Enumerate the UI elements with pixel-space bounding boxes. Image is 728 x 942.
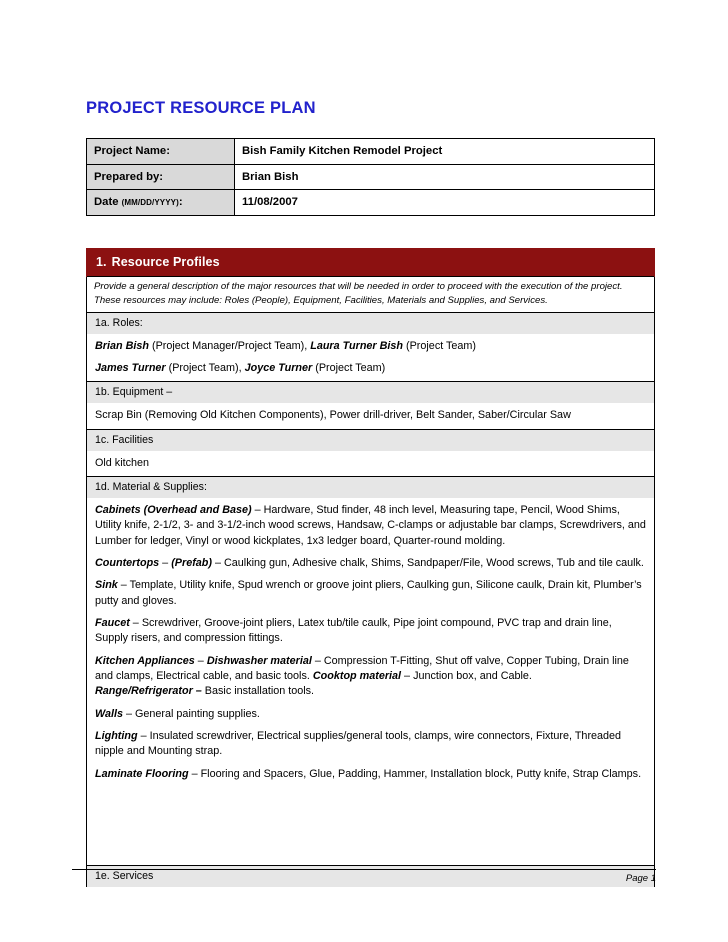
material-item-lighting: [95, 729, 646, 760]
roles-heading: 1a. Roles:: [87, 312, 655, 334]
material-lead3-appliances: Cooktop material: [312, 670, 402, 683]
material-text-flooring: – Flooring and Spacers, Glue, Padding, Hammer, Installation block, Putty knife, Strap Clamps.: [188, 767, 642, 780]
material-text-faucet: – Screwdriver, Groove-joint pliers, Latex tub/tile caulk, Pipe joint compound, PVC trap and drain line, Supply risers, and compression fittings.: [95, 617, 612, 645]
project-info-table: [86, 138, 655, 216]
page-number: Page 1: [625, 873, 656, 884]
role-detail-3: (Project Team),: [165, 362, 245, 375]
project-name-label: Project Name:: [87, 139, 235, 165]
material-text-sink: – Template, Utility knife, Spud wrench or groove joint pliers, Caulking gun, Silicone caulk, Drain kit, Plumber’s putty and gloves.: [95, 579, 642, 607]
materials-body: [87, 498, 655, 787]
date-label: [87, 190, 235, 216]
material-text2-appliances: – Junction box, and Cable.: [401, 670, 532, 683]
role-person-2: Laura Turner Bish: [310, 339, 404, 352]
material-text-appliances: – Compression T-Fitting, Shut off valve, Copper Tubing, Drain line and clamps, Electrical cable, and basic tools.: [95, 654, 629, 683]
date-format-hint: (MM/DD/YYYY): [121, 198, 179, 208]
material-lead-appliances: Kitchen Appliances: [95, 654, 195, 667]
subsection-body-row-materials: [87, 498, 655, 787]
material-lead-lighting: Lighting: [95, 730, 138, 743]
section-description: Provide a general description of the major resources that will be needed in order to proceed with the execution of the project. These resources may include: Roles (People), Equipment, Facilities, Materials and Supplies, and Services.: [87, 277, 655, 313]
page-title: PROJECT RESOURCE PLAN: [86, 99, 316, 117]
material-lead-sink: Sink: [95, 579, 118, 592]
subsection-heading-row-equipment: [87, 382, 655, 404]
resource-profiles-table: [86, 248, 655, 887]
table-row: [87, 190, 655, 216]
material-lead-countertops: Countertops: [95, 557, 160, 570]
role-detail-2: (Project Team): [403, 339, 477, 352]
subsection-body-row-roles: [87, 334, 655, 382]
material-text-lighting: – Insulated screwdriver, Electrical supplies/general tools, clamps, wire connectors, Fixture, Threaded nipple and Mounting strap.: [95, 730, 622, 758]
subsection-body-row-facilities: [87, 451, 655, 477]
role-person-4: Joyce Turner: [244, 362, 313, 375]
date-label-text: Date: [94, 196, 119, 209]
section-number: 1.: [96, 255, 107, 269]
facilities-body: Old kitchen: [87, 451, 655, 477]
material-item-range: [95, 684, 646, 699]
role-detail-4: (Project Team): [312, 362, 386, 375]
material-mid-countertops: –: [159, 557, 172, 570]
role-person-1: Brian Bish: [95, 339, 149, 352]
material-text-countertops: – Caulking gun, Adhesive chalk, Shims, Sandpaper/File, Wood screws, Tub and tile caulk.: [212, 557, 644, 570]
subsection-heading-row-facilities: [87, 429, 655, 451]
subsection-body-row-equipment: [87, 403, 655, 429]
material-lead2-countertops: (Prefab): [171, 557, 212, 570]
section-header: [87, 249, 655, 277]
material-lead-range: Range/Refrigerator –: [95, 685, 202, 698]
roles-body: [87, 334, 655, 382]
material-item-appliances: [95, 654, 646, 685]
materials-heading: 1d. Material & Supplies:: [87, 477, 655, 499]
project-name-value: Bish Family Kitchen Remodel Project: [235, 139, 655, 165]
section-description-row: [87, 277, 655, 313]
material-item-walls: [95, 707, 646, 722]
role-detail-1: (Project Manager/Project Team),: [149, 339, 311, 352]
material-text-range: Basic installation tools.: [201, 685, 315, 698]
material-lead-walls: Walls: [95, 707, 124, 720]
material-lead-faucet: Faucet: [95, 617, 130, 630]
section-header-row: [87, 249, 655, 277]
material-lead2-appliances: Dishwasher material: [206, 654, 312, 667]
roles-line-2: [95, 361, 646, 376]
footer-divider: [72, 869, 656, 870]
material-mid-appliances: –: [194, 654, 207, 667]
roles-line-1: [95, 339, 646, 354]
facilities-heading: 1c. Facilities: [87, 429, 655, 451]
materials-spacer-row: [87, 787, 655, 866]
section-title: Resource Profiles: [111, 255, 220, 269]
table-row: [87, 139, 655, 165]
material-item-cabinets: [95, 503, 646, 549]
role-person-3: James Turner: [95, 362, 166, 375]
material-text-walls: – General painting supplies.: [123, 707, 260, 720]
material-item-countertops: [95, 556, 646, 571]
material-item-sink: [95, 578, 646, 609]
date-value: 11/08/2007: [235, 190, 655, 216]
equipment-heading: 1b. Equipment –: [87, 382, 655, 404]
date-label-colon: :: [178, 196, 183, 209]
material-lead-flooring: Laminate Flooring: [95, 767, 189, 780]
table-row: [87, 164, 655, 190]
materials-spacer: [87, 787, 655, 866]
material-item-flooring: [95, 767, 646, 782]
subsection-heading-row-roles: [87, 312, 655, 334]
services-heading: 1e. Services: [87, 866, 655, 888]
equipment-body: Scrap Bin (Removing Old Kitchen Components), Power drill-driver, Belt Sander, Saber/Circular Saw: [87, 403, 655, 429]
material-text-cabinets: – Hardware, Stud finder, 48 inch level, Measuring tape, Pencil, Wood Shims, Utility knife, 2-1/2, 3- and 3-1/2-inch wood screws, Handsaw, C-clamps or adjustable bar clamps, Screwdrivers, and Lumber for ledger, Vinyl or wood kickplates, 1x3 ledger board, Quarter-round molding.: [95, 504, 646, 547]
material-item-faucet: [95, 616, 646, 647]
material-lead-cabinets: Cabinets (Overhead and Base): [95, 504, 252, 517]
prepared-by-value: Brian Bish: [235, 164, 655, 190]
subsection-heading-row-materials: [87, 477, 655, 499]
prepared-by-label: Prepared by:: [87, 164, 235, 190]
